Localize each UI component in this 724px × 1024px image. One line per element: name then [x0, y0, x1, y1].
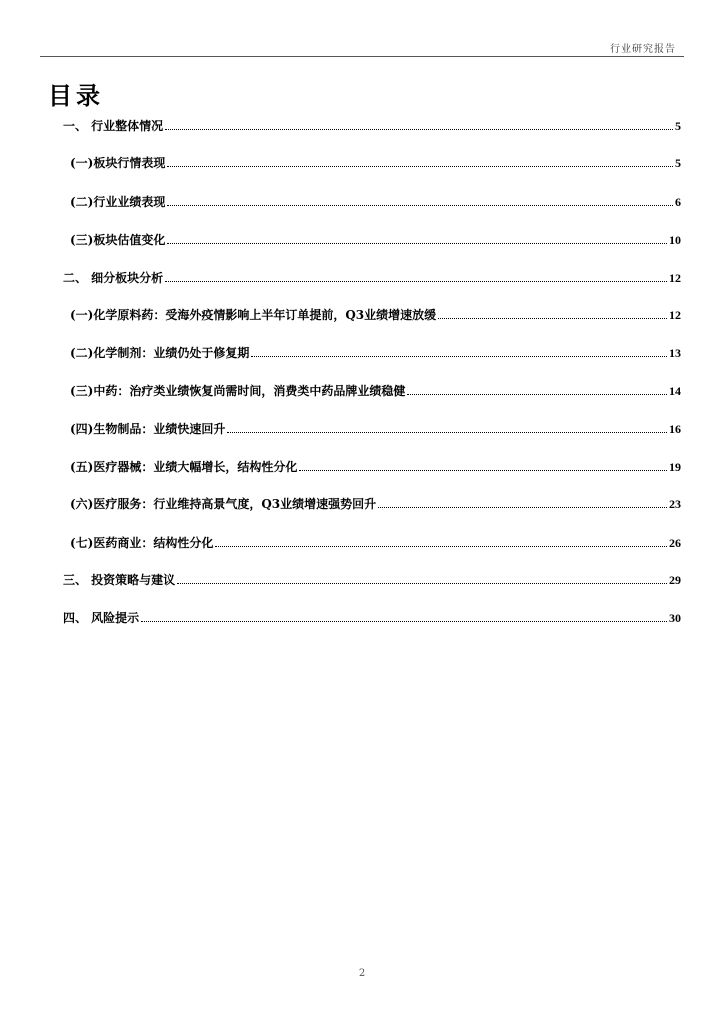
- toc-entry-label: 二、 细分板块分析: [63, 271, 164, 285]
- toc-entry-page: 5: [675, 119, 681, 133]
- toc-entry-page: 19: [669, 460, 681, 474]
- toc-entry-page: 30: [669, 611, 681, 625]
- toc-entry-label: (五)医疗器械：业绩大幅增长，结构性分化: [70, 460, 298, 474]
- toc-entry-page: 26: [669, 536, 681, 550]
- toc-leader-dots: [215, 546, 667, 547]
- toc-leader-dots: [165, 129, 673, 130]
- toc-leader-dots: [167, 243, 667, 244]
- toc-entry-page: 29: [669, 573, 681, 587]
- toc-leader-dots: [167, 166, 673, 167]
- toc-entry-page: 10: [669, 233, 681, 247]
- toc-entry-label: (四)生物制品：业绩快速回升: [70, 422, 226, 436]
- toc-entry[interactable]: [0, 305, 724, 323]
- toc-leader-dots: [141, 621, 667, 622]
- toc-entry-page: 12: [669, 308, 681, 322]
- toc-entry[interactable]: [0, 343, 724, 361]
- toc-entry-page: 16: [669, 422, 681, 436]
- toc-entry-label: (一)化学原料药：受海外疫情影响上半年订单提前，Q3业绩增速放缓: [70, 308, 437, 322]
- toc-entry-page: 23: [669, 497, 681, 511]
- toc-entry-label: (二)化学制剂：业绩仍处于修复期: [70, 346, 250, 360]
- toc-entry[interactable]: [0, 457, 724, 475]
- toc-entry[interactable]: [0, 268, 724, 286]
- toc-entry-label: (六)医疗服务：行业维持高景气度，Q3业绩增速强势回升: [70, 497, 377, 511]
- toc-entry-page: 12: [669, 271, 681, 285]
- toc-leader-dots: [177, 583, 667, 584]
- toc-entry-label: 四、 风险提示: [63, 611, 140, 625]
- toc-entry[interactable]: [0, 116, 724, 134]
- toc-entry[interactable]: [0, 419, 724, 437]
- header-title: 行业研究报告: [610, 44, 676, 55]
- toc-entry-label: 三、 投资策略与建议: [63, 573, 176, 587]
- toc-entry-page: 13: [669, 346, 681, 360]
- toc-entry[interactable]: [0, 153, 724, 171]
- toc-heading: 目录: [48, 82, 104, 110]
- toc-leader-dots: [407, 394, 667, 395]
- toc-leader-dots: [227, 432, 667, 433]
- toc-entry[interactable]: [0, 192, 724, 210]
- toc-entry[interactable]: [0, 494, 724, 512]
- toc-leader-dots: [251, 356, 667, 357]
- toc-entry[interactable]: [0, 533, 724, 551]
- toc-entry-page: 5: [675, 156, 681, 170]
- toc-entry[interactable]: [0, 608, 724, 626]
- toc-leader-dots: [167, 205, 673, 206]
- toc-leader-dots: [165, 281, 667, 282]
- toc-entry[interactable]: [0, 381, 724, 399]
- toc-entry-label: (二)行业业绩表现: [70, 195, 166, 209]
- toc-entry-label: (七)医药商业：结构性分化: [70, 536, 214, 550]
- header-divider: [40, 56, 684, 57]
- toc-entry[interactable]: [0, 570, 724, 588]
- page-number: 2: [358, 968, 366, 979]
- toc-leader-dots: [438, 318, 667, 319]
- toc-entry[interactable]: [0, 230, 724, 248]
- toc-entry-label: (三)中药：治疗类业绩恢复尚需时间，消费类中药品牌业绩稳健: [70, 384, 406, 398]
- toc-leader-dots: [378, 507, 667, 508]
- toc-leader-dots: [299, 470, 667, 471]
- toc-entry-label: 一、 行业整体情况: [63, 119, 164, 133]
- toc-entry-page: 6: [675, 195, 681, 209]
- toc-entry-page: 14: [669, 384, 681, 398]
- toc-entry-label: (三)板块估值变化: [70, 233, 166, 247]
- toc-entry-label: (一)板块行情表现: [70, 156, 166, 170]
